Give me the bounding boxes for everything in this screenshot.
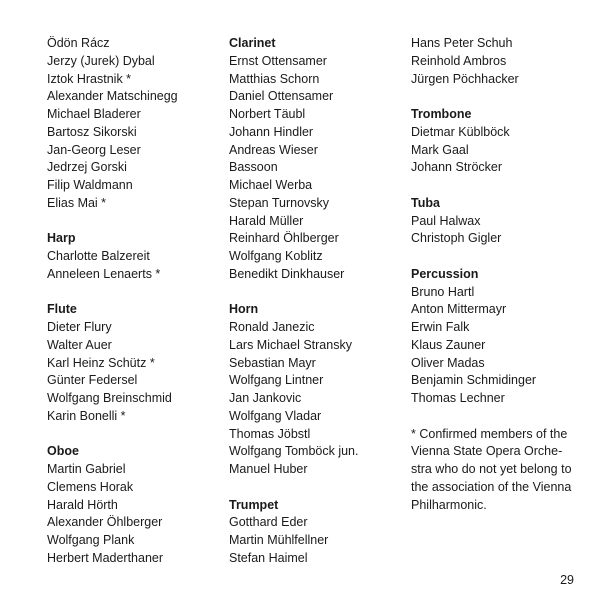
member-name: Günter Federsel (47, 373, 138, 388)
member-name: Karl Heinz Schütz * (47, 355, 155, 370)
member-name: Charlotte Balzereit (47, 249, 150, 263)
member-name: Anton Mittermayr (411, 302, 507, 317)
member-name: Bassoon (229, 160, 278, 175)
member-name: Wolfgang Tomböck jun. (229, 444, 359, 459)
member-name: Jürgen Pöchhacker (411, 71, 519, 86)
section-heading: Horn (229, 302, 259, 317)
section-heading: Trombone (411, 107, 472, 121)
member-name: Benedikt Dinkhauser (229, 266, 345, 281)
member-name: Elias Mai * (47, 195, 107, 210)
member-name: Mark Gaal (411, 142, 469, 157)
member-name: Walter Auer (47, 337, 112, 352)
footnote-line: Vienna State Opera Orche- (411, 444, 563, 459)
member-name: Erwin Falk (411, 320, 470, 334)
member-name: Iztok Hrastnik * (47, 71, 132, 86)
member-name: Alexander Öhlberger (47, 515, 163, 530)
member-name: Gotthard Eder (229, 515, 308, 530)
member-name: Martin Gabriel (47, 462, 126, 476)
section-heading: Trumpet (229, 497, 279, 512)
member-name: Lars Michael Stransky (229, 337, 352, 352)
section-heading: Percussion (411, 266, 479, 281)
member-name: Jan-Georg Leser (47, 142, 141, 157)
column-1 (47, 35, 217, 585)
footnote-line: stra who do not yet belong to (411, 462, 572, 476)
section-heading: Tuba (411, 195, 440, 210)
section-heading: Harp (47, 231, 76, 246)
member-name: Reinhard Öhlberger (229, 231, 339, 246)
member-name: Matthias Schorn (229, 71, 320, 86)
section (411, 106, 583, 177)
member-name: Stefan Haimel (229, 550, 308, 565)
member-name: Bruno Hartl (411, 284, 475, 299)
section-heading: Clarinet (229, 36, 276, 50)
member-name: Thomas Jöbstl (229, 426, 311, 441)
section (411, 195, 583, 248)
member-name: Daniel Ottensamer (229, 89, 334, 104)
member-name: Wolfgang Plank (47, 533, 135, 547)
member-name: Harald Hörth (47, 497, 118, 512)
member-name: Paul Halwax (411, 213, 481, 228)
section (229, 497, 399, 568)
member-name: Herbert Maderthaner (47, 550, 164, 565)
section (47, 301, 217, 425)
member-name: Filip Waldmann (47, 178, 133, 192)
member-name: Hans Peter Schuh (411, 36, 513, 50)
member-name: Johann Ströcker (411, 160, 503, 175)
member-name: Jan Jankovic (229, 391, 302, 405)
section (411, 266, 583, 408)
column-3 (411, 35, 583, 514)
member-name: Clemens Horak (47, 479, 134, 494)
footnote-line: * Confirmed members of the (411, 426, 568, 441)
member-name: Wolfgang Breinschmid (47, 391, 172, 405)
member-name: Anneleen Lenaerts * (47, 266, 161, 281)
member-name: Wolfgang Lintner (229, 373, 324, 388)
member-name: Martin Mühlfellner (229, 533, 329, 547)
member-name: Michael Werba (229, 178, 313, 192)
footnote-line: the association of the Vienna (411, 479, 572, 494)
member-name: Stepan Turnovsky (229, 195, 330, 210)
member-name: Karin Bonelli * (47, 408, 126, 423)
member-name: Ernst Ottensamer (229, 53, 327, 68)
member-name: Wolfgang Koblitz (229, 249, 323, 263)
member-name: Johann Hindler (229, 124, 314, 139)
member-name: Manuel Huber (229, 462, 308, 476)
section-heading: Oboe (47, 444, 79, 459)
member-name: Reinhold Ambros (411, 53, 507, 68)
member-name: Jedrzej Gorski (47, 160, 127, 175)
section (47, 443, 217, 567)
section (47, 35, 217, 213)
section (229, 301, 399, 479)
member-name: Klaus Zauner (411, 337, 486, 352)
member-name: Christoph Gigler (411, 231, 502, 246)
member-name: Benjamin Schmidinger (411, 373, 537, 388)
member-name: Wolfgang Vladar (229, 408, 322, 423)
member-name: Norbert Täubl (229, 107, 306, 121)
member-name: Dieter Flury (47, 320, 112, 334)
member-name: Sebastian Mayr (229, 355, 316, 370)
member-name: Ödön Rácz (47, 36, 110, 50)
footnote (411, 426, 583, 515)
section (47, 230, 217, 283)
member-name: Andreas Wieser (229, 142, 318, 157)
member-name: Jerzy (Jurek) Dybal (47, 53, 155, 68)
member-name: Ronald Janezic (229, 320, 315, 334)
member-name: Harald Müller (229, 213, 304, 228)
member-name: Michael Bladerer (47, 107, 141, 121)
member-name: Bartosz Sikorski (47, 124, 137, 139)
member-name: Oliver Madas (411, 355, 485, 370)
section (229, 35, 399, 284)
member-name: Dietmar Küblböck (411, 124, 510, 139)
page-number: 29 (560, 573, 574, 587)
member-name: Thomas Lechner (411, 391, 505, 405)
footnote-line: Philharmonic. (411, 497, 487, 512)
section-heading: Flute (47, 302, 77, 317)
column-2 (229, 35, 399, 585)
section (411, 35, 583, 88)
member-name: Alexander Matschinegg (47, 89, 178, 104)
